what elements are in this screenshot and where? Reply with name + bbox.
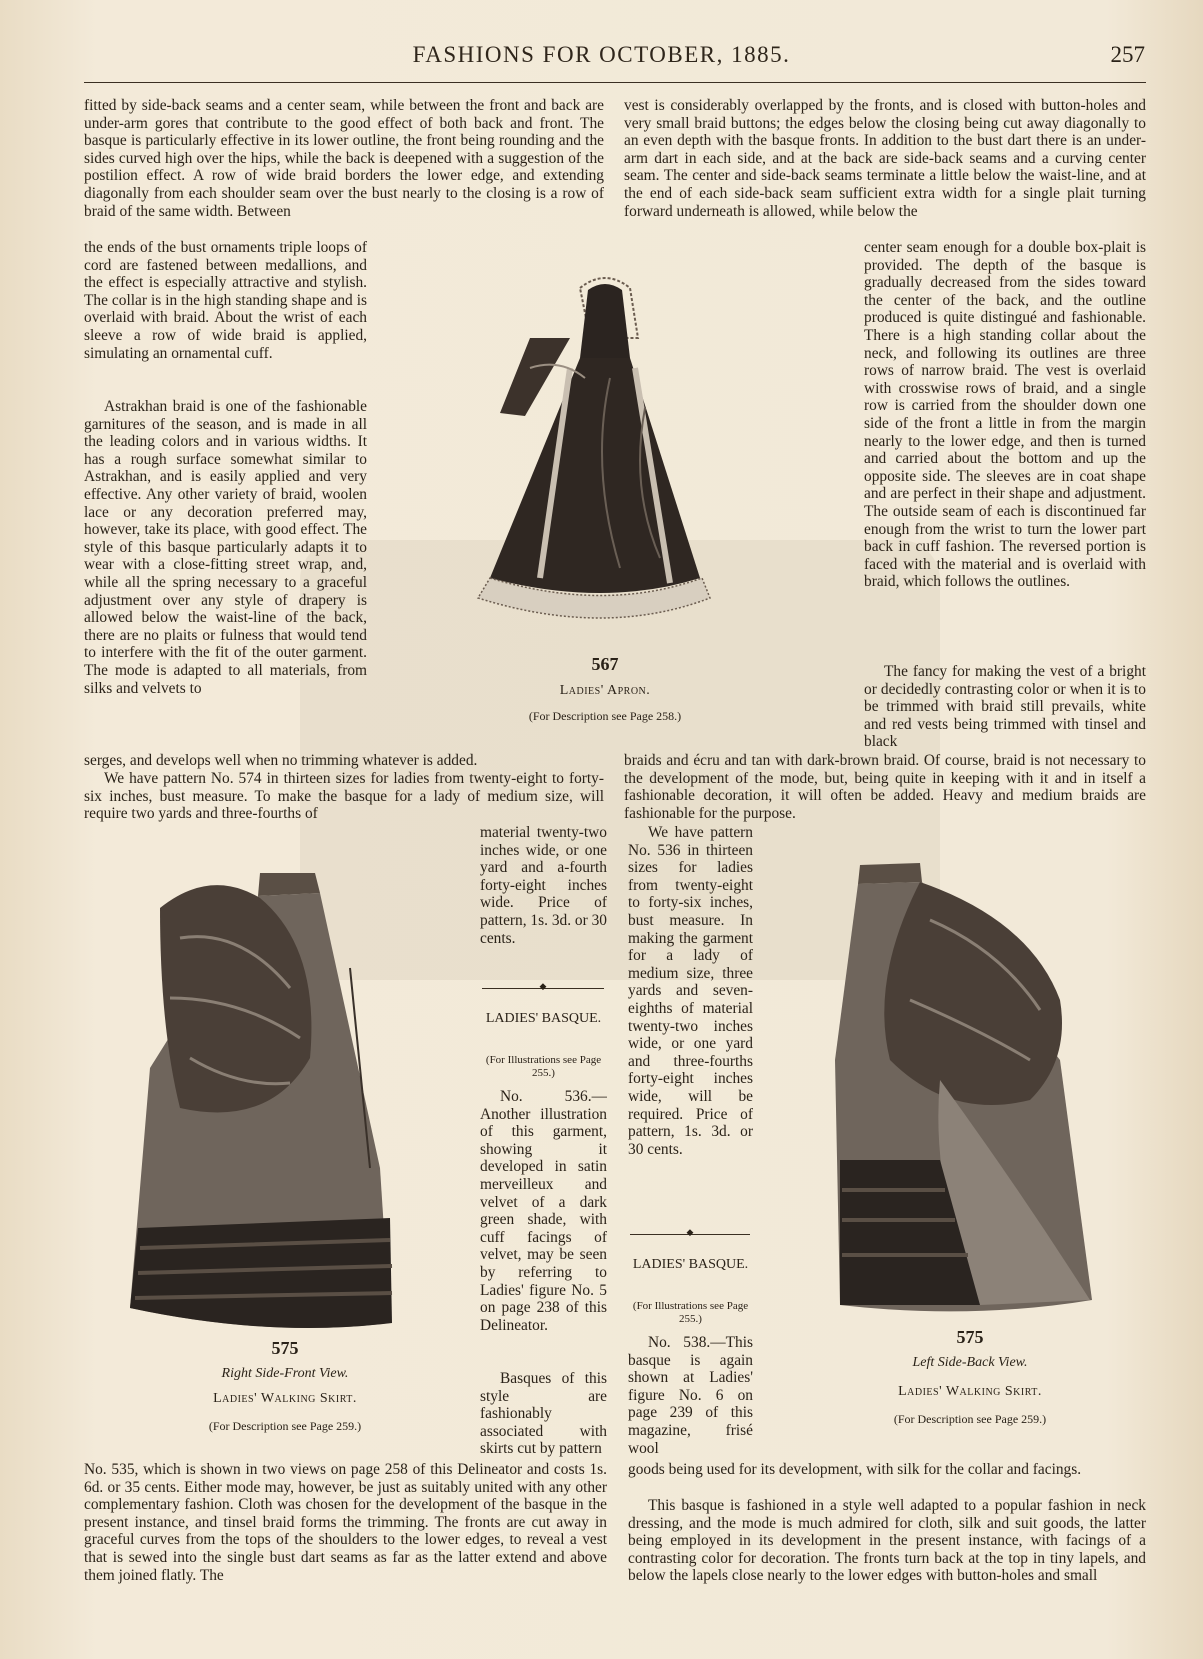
- col1-para1: fitted by side-back seams and a center seam, while between the front and back are under-arm gores that contribute to the good effect of both back and front. The basque is particularly effective in its lower outline, the front being rounding and the sides curved high over the hips, while the back is deepened with a suggestion of the postilion effect. A row of wide braid borders the lower edge, and extending diagonally from each shoulder seam over the bust nearly to the closing is a row of braid of the same width. Between: [84, 97, 604, 220]
- bottom-left-para: No. 535, which is shown in two views on page 258 of this Delineator and costs 1s. 6d. or 35 cents. Either mode may, however, be just as suitably united with any other complementary fashion. Cloth was chosen for the development of the basque in the present instance, and tinsel braid forms the trimming. The fronts are cut away in graceful curves from the tops of the shoulders to the lower edges, to reveal a vest that is sewed into the single bust dart seams as far as the latter extend and above them joined flatly. The: [84, 1461, 607, 1584]
- skirt-back-title: Ladies' Walking Skirt.: [898, 1384, 1042, 1399]
- skirt-front-figure-number: 575: [271, 1338, 299, 1358]
- skirt-front-view: Right Side-Front View.: [221, 1366, 349, 1381]
- skirt-back-illustration: [830, 860, 1110, 1320]
- col2-para2: Basques of this style are fashionably associated with skirts cut by pattern: [480, 1370, 607, 1458]
- skirt-front-desc: (For Description see Page 259.): [208, 1419, 362, 1433]
- col3-para: No. 538.—This basque is again shown at Ladies' figure No. 6 on page 239 of this magazine, frisé wool: [628, 1334, 753, 1457]
- apron-figure-title: Ladies' Apron.: [559, 683, 651, 698]
- skirt-back-view: Left Side-Back View.: [912, 1355, 1028, 1370]
- col4-para2-wide: braids and écru and tan with dark-brown braid. Of course, braid is not necessary to the development of the mode, but, being quite in keeping with it and in itself a fashionable decoration, it will often be added. Heavy and medium braids are fashionable for the purpose.: [624, 752, 1146, 822]
- header-rule: [84, 82, 1146, 83]
- col2-separator: [482, 988, 604, 989]
- col1-para1-narrow: the ends of the bust ornaments triple loops of cord are fastened between medallions, and the effect is especially attractive and stylish. The collar is in the high standing shape and is overlaid with braid. About the wrist of each sleeve a row of wide braid is applied, simulating an ornamental cuff.: [84, 239, 367, 362]
- bottom-right-para2: This basque is fashioned in a style well adapted to a popular fashion in neck dressing, and the mode is much admired for cloth, silk and suit goods, the latter being employed in its development in the present instance, with facings of a contrasting color for decoration. The fronts turn back at the top in tiny lapels, and below the lapels close nearly to the lower edges with button-holes and small: [628, 1497, 1146, 1585]
- col1-para2: Astrakhan braid is one of the fashionable garnitures of the season, and is made in all the leading colors and in various widths. It has a rough surface somewhat similar to Astrakhan, and is easily applied and very effective. Any other variety of braid, woolen lace or any decoration preferred may, however, take its place, with good effect. The style of this basque particularly adapts it to wear with a close-fitting street wrap, and, while all the spring necessary to a graceful adjustment over any style of drapery is allowed below the waist-line of the back, there are no plaits or fulness that would tend to interfere with the fit of the outer garment. The mode is adapted to all materials, from silks and velvets to: [84, 398, 367, 697]
- col3-text: We have pattern No. 536 in thirteen sizes for ladies from twenty-eight to forty-six inches, bust measure. In making the garment for a lady of medium size, three yards and seven-eighths of material twenty-two inches wide, or one yard and three-fourths forty-eight inches wide, will be required. Price of pattern, 1s. 3d. or 30 cents.: [628, 824, 753, 1158]
- skirt-back-desc: (For Description see Page 259.): [893, 1412, 1047, 1426]
- col2-ref: (For Illustrations see Page 255.): [485, 1054, 602, 1079]
- col2-heading: LADIES' BASQUE.: [485, 1011, 602, 1026]
- col2-text: material twenty-two inches wide, or one yard and a-fourth forty-eight inches wide. Price of pattern, 1s. 3d. or 30 cents.: [480, 824, 607, 947]
- bottom-right-para1: goods being used for its development, with silk for the collar and facings.: [628, 1461, 1082, 1478]
- page-number: 257: [1110, 42, 1145, 67]
- apron-illustration: [470, 268, 740, 648]
- col1-para3: We have pattern No. 574 in thirteen sizes for ladies from twenty-eight to forty-six inches, bust measure. To make the basque for a lady of medium size, will require two yards and three-fourths of: [84, 770, 604, 823]
- col4-para2: The fancy for making the vest of a bright or decidedly contrasting color or when it is to be trimmed with braid still prevails, white and red vests being trimmed with tinsel and black: [864, 663, 1146, 751]
- skirt-front-illustration: [120, 868, 420, 1333]
- col1-para2-wide: serges, and develops well when no trimming whatever is added.: [84, 752, 478, 769]
- col2-para: No. 536.—Another illustration of this garment, showing it developed in satin merveilleux and velvet of a dark green shade, with cuff facings of velvet, may be seen by referring to Ladies' figure No. 5 on page 238 of this Delineator.: [480, 1088, 607, 1334]
- skirt-front-title: Ladies' Walking Skirt.: [213, 1391, 357, 1406]
- col3-ref: (For Illustrations see Page 255.): [632, 1300, 749, 1325]
- apron-figure-desc: (For Description see Page 258.): [528, 709, 682, 723]
- col3-separator: [630, 1234, 750, 1235]
- col4-para1: vest is considerably overlapped by the fronts, and is closed with button-holes and very small braid buttons; the edges below the closing being cut away diagonally to an even depth with the basque fronts. In addition to the bust dart there is an under-arm dart in each side, and at the back are side-back seams and a curving center seam. The center and side-back seams terminate a little below the waist-line, and at the end of each side-back seam sufficient extra width for a single plait turning forward underneath is allowed, while below the: [624, 97, 1146, 220]
- running-header: FASHIONS FOR OCTOBER, 1885.: [412, 42, 791, 67]
- col3-heading: LADIES' BASQUE.: [632, 1257, 749, 1272]
- skirt-back-figure-number: 575: [956, 1327, 984, 1347]
- col4-para1-narrow: center seam enough for a double box-plait is provided. The depth of the basque is gradually decreased from the sides toward the center of the back, and the outline produced is quite distingué and fashionable. There is a high standing collar about the neck, and following its outlines are three rows of narrow braid. The vest is overlaid with crosswise rows of braid, and a single row is carried from the shoulder down one side of the front a little in from the margin nearly to the lower edge, and then is turned and carried about the bottom and up the opposite side. The sleeves are in coat shape and are perfect in their shape and adjustment. The outside seam of each is discontinued far enough from the wrist to turn the lower part back in cuff fashion. The reversed portion is faced with the material and is overlaid with braid, which follows the outlines.: [864, 239, 1146, 591]
- apron-figure-number: 567: [591, 654, 619, 674]
